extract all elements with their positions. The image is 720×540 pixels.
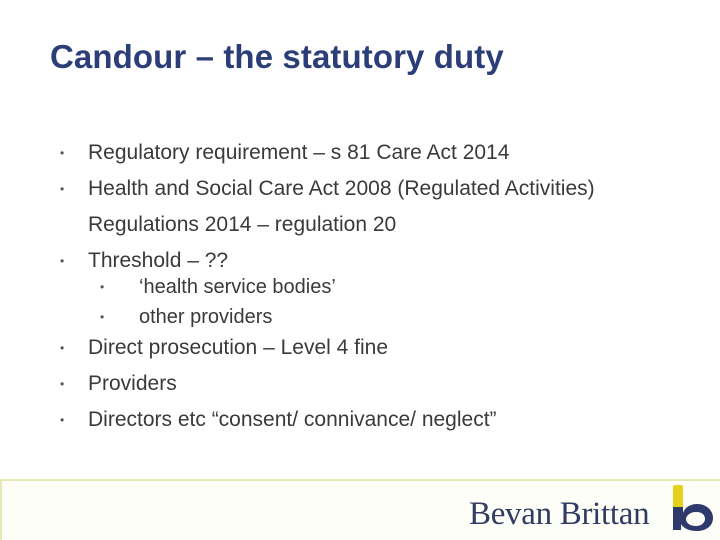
sub-bullet-item	[88, 303, 720, 333]
logo-yellow-stem	[673, 485, 683, 509]
logo-navy-bowl	[673, 504, 713, 531]
bullet-dot-icon: •	[60, 341, 65, 355]
sub-bullet-list	[88, 273, 720, 332]
bullet-text: Direct prosecution – Level 4 fine	[88, 336, 388, 359]
sub-bullet-text: ‘health service bodies’	[139, 276, 336, 298]
bullet-dot-icon: •	[60, 146, 65, 160]
bullet-list	[0, 135, 720, 438]
bullet-dot-icon: •	[60, 413, 65, 427]
bullet-text: Directors etc “consent/ connivance/ neglect”	[88, 408, 497, 431]
bullet-item	[0, 135, 720, 171]
sub-bullet-dot-icon: •	[100, 309, 105, 324]
bullet-item	[0, 243, 720, 332]
slide-title: Candour – the statutory duty	[50, 38, 504, 75]
bullet-dot-icon: •	[60, 182, 65, 196]
bullet-item	[0, 402, 720, 438]
bullet-item	[0, 366, 720, 402]
bullet-text: Regulatory requirement – s 81 Care Act 2014	[88, 141, 510, 164]
bullet-dot-icon: •	[60, 377, 65, 391]
bevan-brittan-b-logo-icon	[672, 485, 714, 531]
sub-bullet-dot-icon: •	[100, 280, 105, 294]
bullet-text: Threshold – ??	[88, 249, 229, 272]
brand-name: Bevan Brittan	[469, 496, 650, 532]
bullet-text: Providers	[88, 372, 177, 395]
bullet-text: Health and Social Care Act 2008 (Regulated Activities)	[88, 177, 595, 200]
bullet-item	[0, 330, 720, 366]
sub-bullet-item	[88, 273, 720, 303]
bullet-dot-icon: •	[60, 254, 65, 268]
sub-bullet-text: other providers	[139, 305, 273, 328]
bullet-text-continuation: Regulations 2014 – regulation 20	[88, 213, 397, 236]
bullet-item	[0, 171, 720, 243]
